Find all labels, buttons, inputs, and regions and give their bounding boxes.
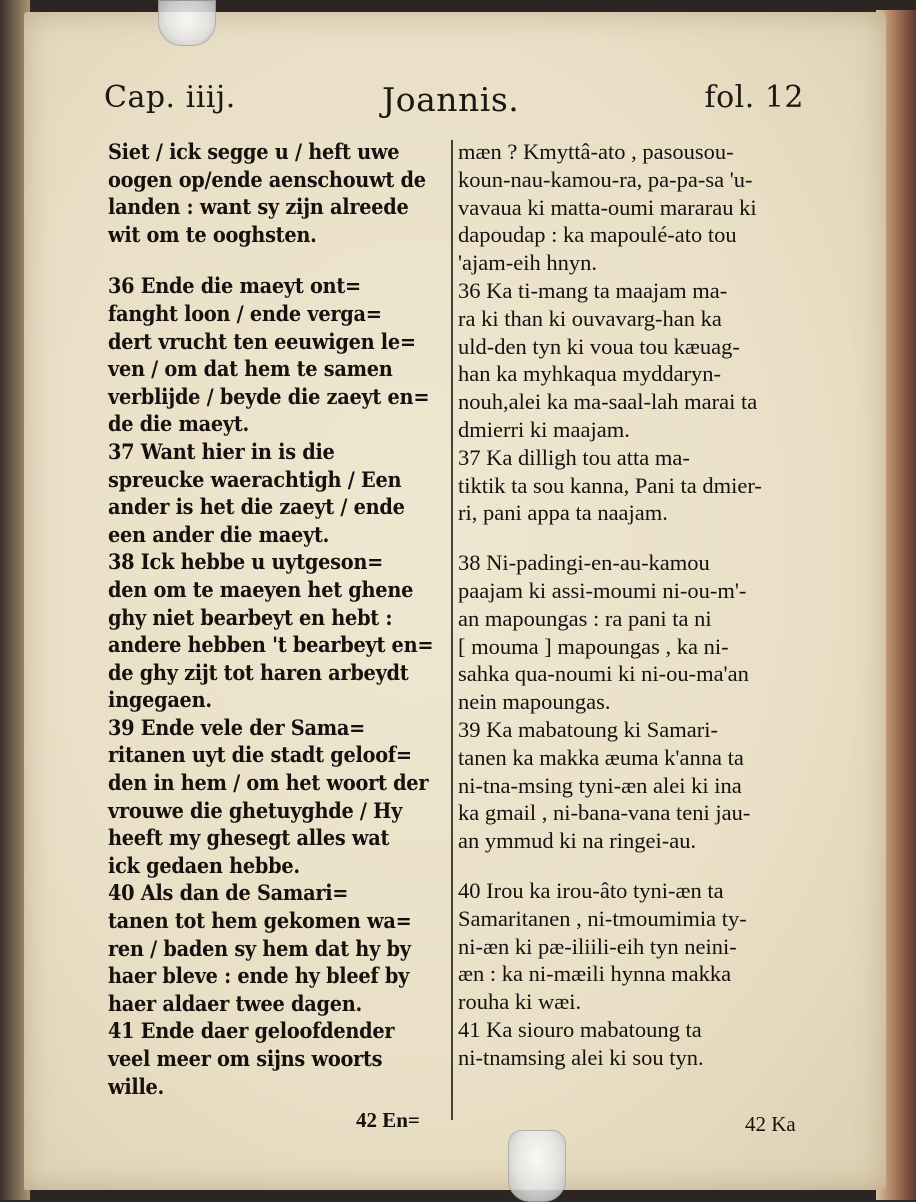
text-line: ven / om dat hem te samen <box>108 356 393 382</box>
page-clip-top <box>158 0 216 46</box>
paragraph-gap <box>458 855 808 877</box>
running-head <box>104 80 804 126</box>
text-line: 36 Ka ti-mang ta maajam ma- <box>458 277 728 303</box>
text-line: 37 Ka dilligh tou atta ma- <box>458 444 690 470</box>
text-line: fanght loon / ende verga= <box>108 300 382 326</box>
text-line: dert vrucht ten eeuwigen le= <box>108 328 416 354</box>
text-line: 38 Ni-padingi-en-au-kamou <box>458 550 710 576</box>
text-line: dmierri ki maajam. <box>458 416 630 442</box>
text-line: ra ki than ki ouvavarg-han ka <box>458 305 722 331</box>
text-line: verblijde / beyde die zaeyt en= <box>108 383 430 409</box>
text-line: heeft my ghesegt alles wat <box>108 825 390 851</box>
text-line: ritanen uyt die stadt geloof= <box>108 742 412 768</box>
text-line: æn : ka ni-mæili hynna makka <box>458 961 732 987</box>
text-line: paajam ki assi-moumi ni-ou-m'- <box>458 577 747 603</box>
text-line: haer aldaer twee dagen. <box>108 990 362 1016</box>
formosan-text-column <box>458 138 808 1072</box>
text-line: de ghy zijt tot haren arbeydt <box>108 659 409 685</box>
catchword-right: 42 Ka <box>745 1112 796 1136</box>
page-clip-bottom <box>508 1130 566 1202</box>
text-line: 40 Als dan de Samari= <box>108 880 349 906</box>
text-line: 39 Ende vele der Sama= <box>108 714 366 740</box>
text-line: tanen ka makka æuma k'anna ta <box>458 744 744 770</box>
text-line: een ander die maeyt. <box>108 521 330 547</box>
text-line: an mapoungas : ra pani ta ni <box>458 605 712 631</box>
text-line: den om te maeyen het ghene <box>108 576 414 602</box>
chapter-label: Cap. iiij. <box>104 80 236 115</box>
text-line: wit om te ooghsten. <box>108 221 317 247</box>
dutch-text-column <box>108 138 434 1100</box>
text-line: rouha ki wæi. <box>458 989 582 1015</box>
text-line: haer bleve : ende hy bleef by <box>108 963 410 989</box>
text-line: 36 Ende die maeyt ont= <box>108 273 361 299</box>
text-line: an ymmud ki na ringei-au. <box>458 828 697 854</box>
text-line: ni-æn ki pæ-iliili-eih tyn neini- <box>458 933 737 959</box>
text-line: ni-tna-msing tyni-æn alei ki ina <box>458 772 742 798</box>
text-line: 41 Ende daer geloofdender <box>108 1018 395 1044</box>
text-line: andere hebben 't bearbeyt en= <box>108 632 434 658</box>
text-line: 40 Irou ka irou-âto tyni-æn ta <box>458 877 724 903</box>
column-divider <box>451 140 453 1120</box>
text-line: tiktik ta sou kanna, Pani ta dmier- <box>458 472 762 498</box>
folio-number: fol. 12 <box>704 80 804 115</box>
text-line: uld-den tyn ki voua tou kæuag- <box>458 333 740 359</box>
text-line: veel meer om sijns woorts <box>108 1046 383 1071</box>
text-line: nouh,alei ka ma-saal-lah marai ta <box>458 389 758 415</box>
text-line: 38 Ick hebbe u uytgeson= <box>108 549 384 575</box>
text-line: 39 Ka mabatoung ki Samari- <box>458 716 718 742</box>
text-line: sahka qua-noumi ki ni-ou-ma'an <box>458 661 749 687</box>
text-line: ander is het die zaeyt / ende <box>108 494 405 520</box>
text-line: ni-tnamsing alei ki sou tyn. <box>458 1044 704 1070</box>
book-title: Joannis. <box>382 80 520 119</box>
paragraph-gap <box>458 527 808 549</box>
text-line: oogen op/ende aenschouwt de <box>108 166 426 192</box>
text-line: vrouwe die ghetuyghde / Hy <box>108 797 403 823</box>
paragraph-gap <box>108 248 434 272</box>
text-line: ri, pani appa ta naajam. <box>458 500 668 526</box>
text-line: de die maeyt. <box>108 411 249 437</box>
catchword-left: 42 En= <box>356 1108 420 1132</box>
text-line: nein mapoungas. <box>458 689 611 715</box>
text-line: han ka myhkaqua myddaryn- <box>458 361 722 387</box>
text-line: ka gmail , ni-bana-vana teni jau- <box>458 800 751 826</box>
text-line: [ mouma ] mapoungas , ka ni- <box>458 633 729 659</box>
text-line: dapoudap : ka mapoulé-ato tou <box>458 222 737 248</box>
text-line: Samaritanen , ni-tmoumimia ty- <box>458 905 747 931</box>
text-line: ick gedaen hebbe. <box>108 852 300 878</box>
text-line: vavaua ki matta-oumi mararau ki <box>458 194 757 220</box>
text-line: spreucke waerachtigh / Een <box>108 466 402 492</box>
text-line: tanen tot hem gekomen wa= <box>108 908 412 934</box>
text-line: 'ajam-eih hnyn. <box>458 250 598 276</box>
text-line: ingegaen. <box>108 687 212 713</box>
text-line: landen : want sy zijn alreede <box>108 194 409 220</box>
text-line: ghy niet bearbeyt en hebt : <box>108 604 393 630</box>
text-line: 41 Ka siouro mabatoung ta <box>458 1016 702 1042</box>
text-line: koun-nau-kamou-ra, pa-pa-sa 'u- <box>458 166 753 192</box>
text-line: mæn ? Kmyttâ-ato , pasousou- <box>458 139 734 164</box>
text-line: ren / baden sy hem dat hy by <box>108 935 411 961</box>
text-line: Siet / ick segge u / heft uwe <box>108 139 400 164</box>
text-line: den in hem / om het woort der <box>108 770 429 796</box>
text-line: wille. <box>108 1073 165 1099</box>
text-line: 37 Want hier in is die <box>108 438 335 464</box>
